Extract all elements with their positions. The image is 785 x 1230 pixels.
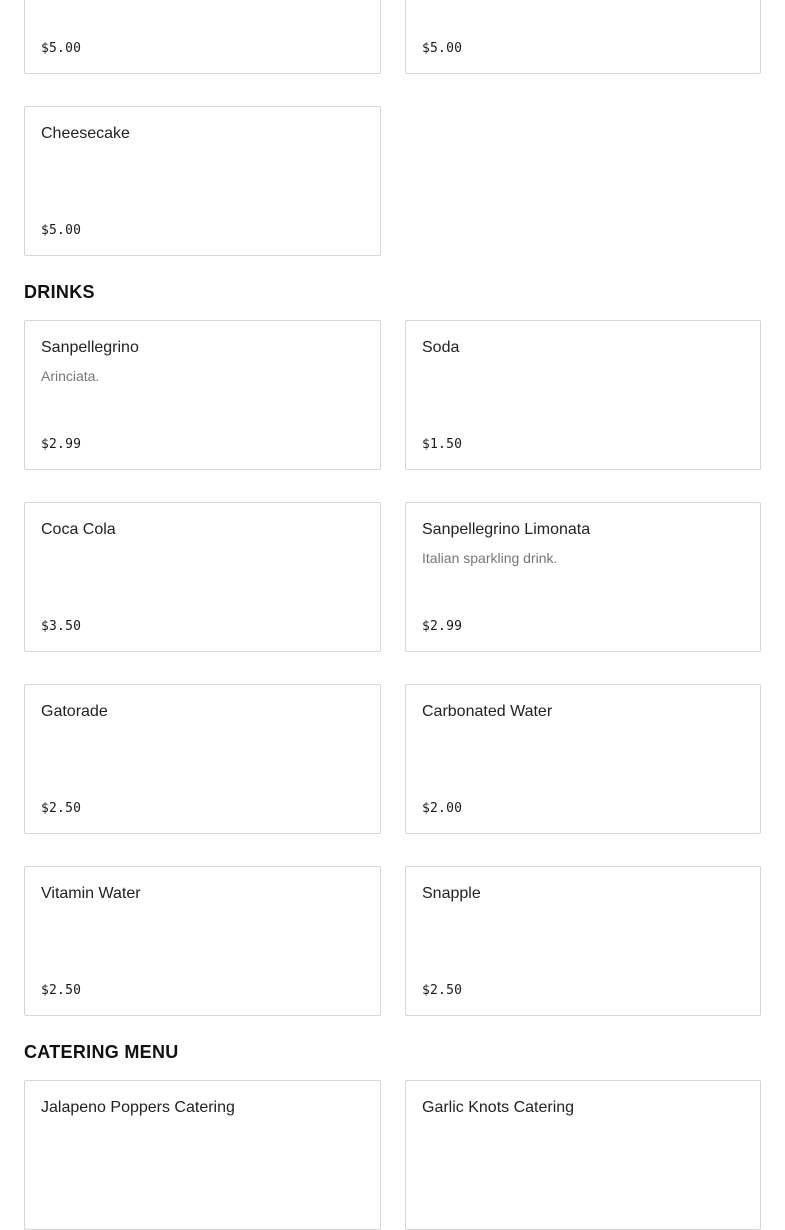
menu-item-card[interactable] bbox=[405, 320, 761, 470]
menu-item-price: $2.50 bbox=[41, 983, 82, 998]
menu-item-card[interactable] bbox=[405, 684, 761, 834]
menu-item-card[interactable] bbox=[24, 502, 381, 652]
menu-item-description: Italian sparkling drink. bbox=[422, 550, 558, 566]
menu-item-card[interactable] bbox=[24, 866, 381, 1016]
menu-item-name: Jalapeno Poppers Catering bbox=[41, 1099, 235, 1116]
menu-item-name: Soda bbox=[422, 339, 460, 356]
menu-item-price: $2.50 bbox=[41, 801, 82, 816]
menu-item-name: Carbonated Water bbox=[422, 703, 553, 720]
menu-item-card[interactable] bbox=[24, 684, 381, 834]
menu-item-price: $5.00 bbox=[422, 41, 463, 56]
menu-item-price: $2.00 bbox=[422, 801, 463, 816]
menu-item-name: Snapple bbox=[422, 885, 481, 902]
menu-item-price: $2.99 bbox=[422, 619, 463, 634]
menu-item-price: $3.50 bbox=[41, 619, 82, 634]
menu-item-price: $2.50 bbox=[422, 983, 463, 998]
menu-item-name: Sanpellegrino Limonata bbox=[422, 521, 591, 538]
menu-item-price: $5.00 bbox=[41, 223, 82, 238]
menu-item-card[interactable] bbox=[405, 866, 761, 1016]
menu-item-card[interactable] bbox=[405, 502, 761, 652]
menu-item-price: $1.50 bbox=[422, 437, 463, 452]
section-title-catering: CATERING MENU bbox=[24, 1042, 179, 1062]
menu-item-card[interactable] bbox=[24, 320, 381, 470]
menu-item-name: Sanpellegrino bbox=[41, 339, 139, 356]
menu-item-card[interactable] bbox=[24, 1080, 381, 1230]
section-title-drinks: DRINKS bbox=[24, 282, 95, 302]
menu-item-name: Gatorade bbox=[41, 703, 108, 720]
menu-item-name: Cheesecake bbox=[41, 125, 130, 142]
menu-item-card[interactable] bbox=[24, 0, 381, 74]
menu-item-card[interactable] bbox=[24, 106, 381, 256]
menu-item-card[interactable] bbox=[405, 0, 761, 74]
menu-item-card[interactable] bbox=[405, 1080, 761, 1230]
menu-item-name: Coca Cola bbox=[41, 521, 116, 538]
menu-item-price: $5.00 bbox=[41, 41, 82, 56]
menu-item-description: Arinciata. bbox=[41, 368, 100, 384]
menu-item-name: Garlic Knots Catering bbox=[422, 1099, 575, 1116]
menu-item-name: Vitamin Water bbox=[41, 885, 141, 902]
menu-item-price: $2.99 bbox=[41, 437, 82, 452]
